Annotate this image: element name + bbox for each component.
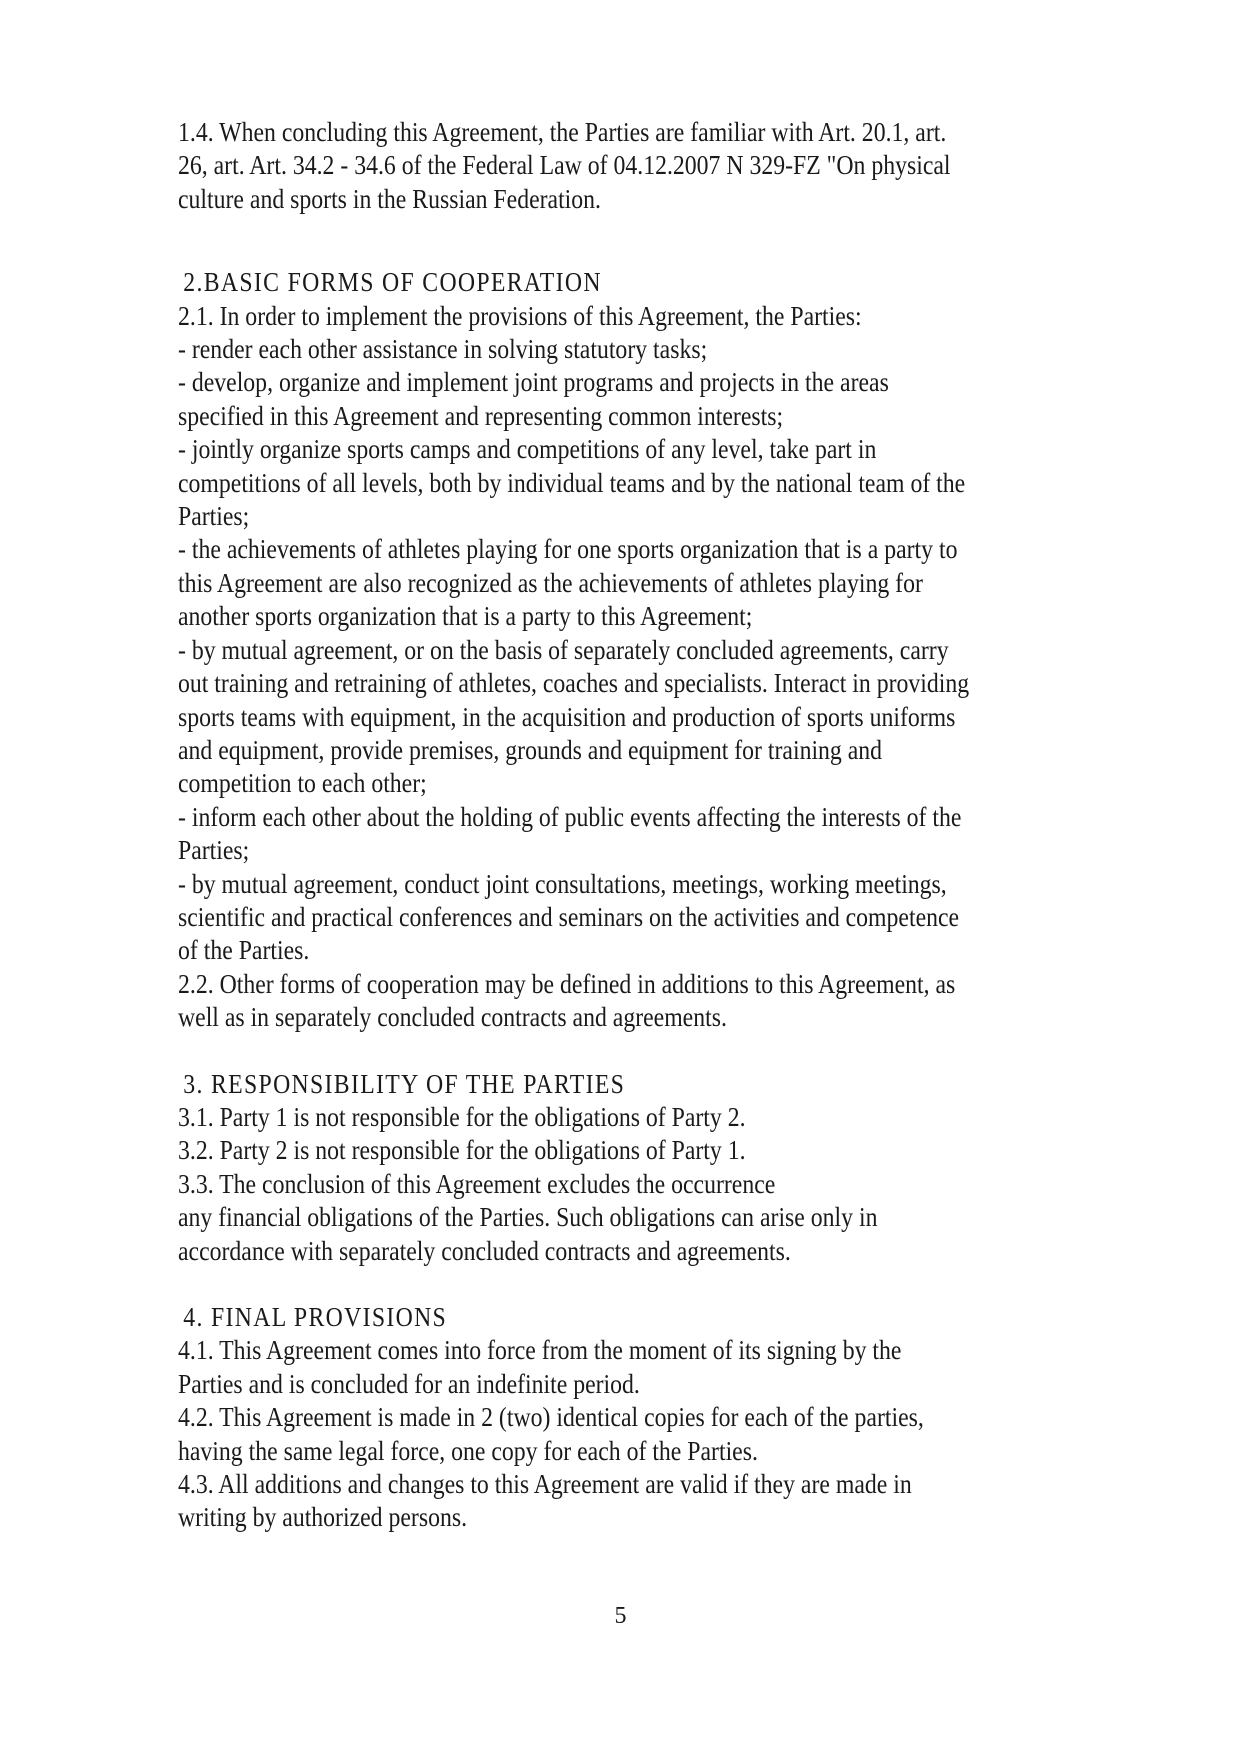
paragraph-line: competitions of all levels, both by individual teams and by the national team of the — [178, 467, 966, 498]
paragraph-line: writing by authorized persons. — [178, 1502, 468, 1533]
paragraph-line: 26, art. Art. 34.2 - 34.6 of the Federal Law of 04.12.2007 N 329-FZ "On physical — [178, 150, 951, 181]
section-1-4 — [178, 116, 1168, 216]
paragraph-line: specified in this Agreement and representing common interests; — [178, 400, 784, 431]
paragraph-line: - by mutual agreement, conduct joint consultations, meetings, working meetings, — [178, 868, 947, 899]
page-number: 5 — [614, 1603, 627, 1629]
section-heading: 4. FINAL PROVISIONS — [183, 1302, 448, 1332]
paragraph-line: this Agreement are also recognized as the achievements of athletes playing for — [178, 567, 923, 598]
paragraph-line: of the Parties. — [178, 935, 310, 966]
paragraph-line: out training and retraining of athletes, coaches and specialists. Interact in providing — [178, 668, 970, 699]
paragraph-line: Parties and is concluded for an indefinite period. — [178, 1368, 640, 1399]
section-3 — [178, 1068, 1168, 1268]
paragraph-line: 4.1. This Agreement comes into force from the moment of its signing by the — [178, 1335, 902, 1366]
paragraph-line: 4.2. This Agreement is made in 2 (two) identical copies for each of the parties, — [178, 1402, 924, 1433]
paragraph-line: and equipment, provide premises, grounds and equipment for training and — [178, 734, 883, 765]
paragraph-line: 3.1. Party 1 is not responsible for the obligations of Party 2. — [178, 1101, 746, 1132]
paragraph-line: well as in separately concluded contracts and agreements. — [178, 1002, 727, 1033]
paragraph-line: - by mutual agreement, or on the basis of separately concluded agreements, carry — [178, 634, 949, 665]
document-body — [178, 116, 1168, 1535]
paragraph-line: 3.2. Party 2 is not responsible for the obligations of Party 1. — [178, 1135, 746, 1166]
paragraph-line: 2.2. Other forms of cooperation may be defined in additions to this Agreement, as — [178, 968, 956, 999]
paragraph-line: 3.3. The conclusion of this Agreement excludes the occurrence — [178, 1168, 776, 1199]
paragraph-line: another sports organization that is a party to this Agreement; — [178, 601, 753, 632]
section-2 — [178, 266, 1168, 1034]
section-4 — [178, 1301, 1168, 1535]
paragraph-line: having the same legal force, one copy for each of the Parties. — [178, 1435, 758, 1466]
paragraph-line: sports teams with equipment, in the acquisition and production of sports uniforms — [178, 701, 956, 732]
paragraph-line: - develop, organize and implement joint programs and projects in the areas — [178, 367, 889, 398]
paragraph-line: any financial obligations of the Parties. Such obligations can arise only in — [178, 1202, 878, 1233]
paragraph-line: 4.3. All additions and changes to this Agreement are valid if they are made in — [178, 1469, 912, 1500]
paragraph-line: scientific and practical conferences and seminars on the activities and competence — [178, 901, 960, 932]
paragraph-line: - jointly organize sports camps and competitions of any level, take part in — [178, 434, 877, 465]
section-heading: 2.BASIC FORMS OF COOPERATION — [183, 267, 602, 298]
paragraph-line: - render each other assistance in solving statutory tasks; — [178, 334, 708, 365]
paragraph-line: Parties; — [178, 501, 250, 532]
paragraph-line: culture and sports in the Russian Federation. — [178, 183, 601, 214]
paragraph-line: - the achievements of athletes playing for one sports organization that is a party to — [178, 534, 958, 565]
paragraph-line: 1.4. When concluding this Agreement, the Parties are familiar with Art. 20.1, art. — [178, 117, 947, 147]
section-heading: 3. RESPONSIBILITY OF THE PARTIES — [183, 1068, 626, 1099]
paragraph-line: competition to each other; — [178, 768, 427, 799]
paragraph-line: 2.1. In order to implement the provisions of this Agreement, the Parties: — [178, 300, 862, 331]
paragraph-line: Parties; — [178, 835, 250, 866]
paragraph-line: - inform each other about the holding of public events affecting the interests of the — [178, 801, 962, 832]
paragraph-line: accordance with separately concluded contracts and agreements. — [178, 1235, 791, 1266]
